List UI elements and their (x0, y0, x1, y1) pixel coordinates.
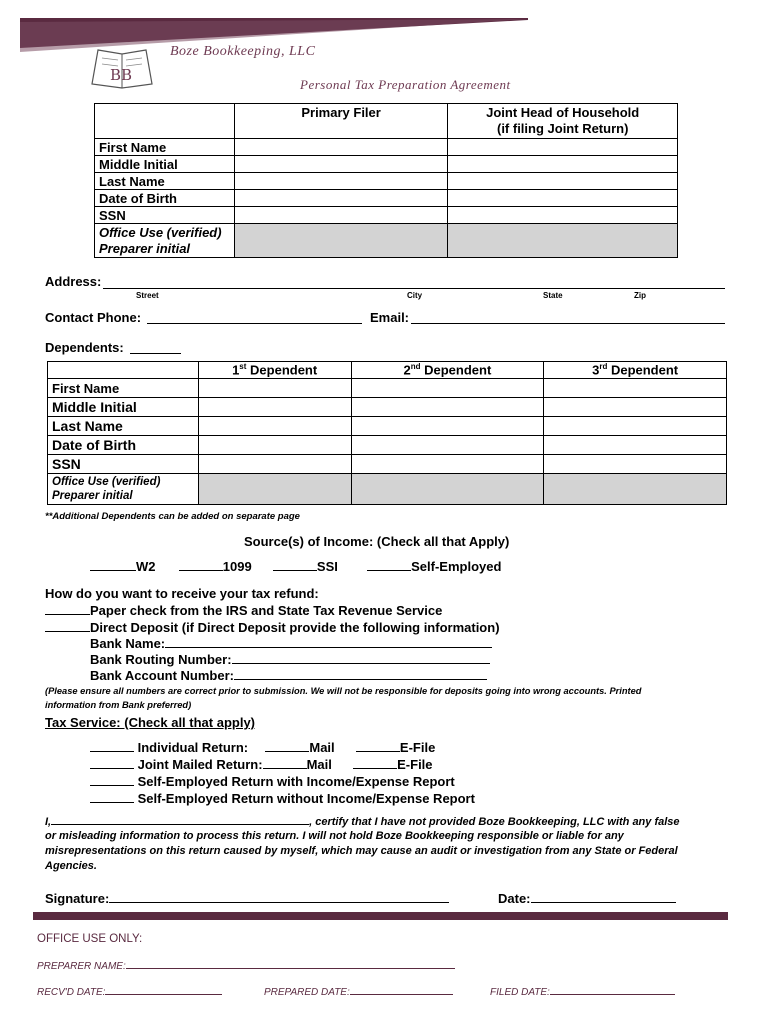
dep1-ssn-field[interactable] (198, 455, 351, 474)
row-label: First Name (95, 139, 235, 156)
city-caption: City (407, 291, 423, 300)
joint-middle-initial-field[interactable] (448, 156, 678, 173)
1099-check[interactable] (179, 559, 223, 571)
company-name: Boze Bookkeeping, LLC (170, 44, 316, 59)
logo (88, 44, 156, 90)
joint-first-name-field[interactable] (448, 139, 678, 156)
primary-last-name-field[interactable] (234, 173, 448, 190)
joint-row: Joint Mailed Return: Mail E-File (90, 757, 433, 772)
self-employed-label: Self-Employed (411, 559, 502, 574)
row-label: SSN (95, 207, 235, 224)
col-3rd-dependent: 3rd Dependent (544, 362, 727, 379)
office-divider (33, 912, 728, 920)
se-with-check[interactable] (90, 774, 134, 786)
form-title: Personal Tax Preparation Agreement (300, 77, 511, 92)
primary-dob-field[interactable] (234, 190, 448, 207)
row-label: Middle Initial (95, 156, 235, 173)
dep2-ssn-field[interactable] (351, 455, 544, 474)
contact-phone-label: Contact Phone: (45, 310, 142, 325)
office-use-label: Office Use (verified) Preparer initial (95, 224, 235, 258)
address-field[interactable] (103, 277, 725, 289)
filed-row: FILED DATE: (490, 985, 675, 998)
address-label: Address: (45, 274, 102, 289)
state-caption: State (543, 291, 563, 300)
filer-table (94, 103, 678, 258)
refund-paper-row: Paper check from the IRS and State Tax Revenue Service (45, 603, 442, 618)
dep1-office-use-cell (198, 474, 351, 505)
joint-last-name-field[interactable] (448, 173, 678, 190)
direct-deposit-check[interactable] (45, 620, 90, 632)
dep1-middle-initial-field[interactable] (198, 398, 351, 417)
preparer-name-row: PREPARER NAME: (37, 959, 455, 972)
dep1-dob-field[interactable] (198, 436, 351, 455)
zip-caption: Zip (634, 291, 646, 300)
street-caption: Street (136, 291, 159, 300)
dep2-office-use-cell (351, 474, 544, 505)
se-without-row: Self-Employed Return without Income/Expense Report (90, 791, 475, 806)
ssi-label: SSI (316, 559, 338, 574)
primary-ssn-field[interactable] (234, 207, 448, 224)
individual-mail-check[interactable] (265, 740, 309, 752)
1099-label: 1099 (222, 559, 252, 574)
dep3-ssn-field[interactable] (544, 455, 727, 474)
routing-number-field[interactable] (232, 652, 490, 664)
dependents-count-field[interactable] (130, 342, 181, 354)
paper-check-check[interactable] (45, 603, 90, 615)
dep2-last-name-field[interactable] (351, 417, 544, 436)
joint-ssn-field[interactable] (448, 207, 678, 224)
col-primary-filer: Primary Filer (234, 104, 448, 139)
w2-check[interactable] (90, 559, 136, 571)
income-row (90, 559, 501, 574)
se-with-row: Self-Employed Return with Income/Expense Report (90, 774, 455, 789)
joint-dob-field[interactable] (448, 190, 678, 207)
col-joint-head: Joint Head of Household (if filing Joint Return) (448, 104, 678, 139)
email-field[interactable] (411, 312, 725, 324)
contact-phone-field[interactable] (147, 312, 362, 324)
individual-check[interactable] (90, 740, 134, 752)
ssi-check[interactable] (273, 559, 317, 571)
signature-row: Signature: (45, 891, 449, 906)
row-label: First Name (48, 379, 199, 398)
dep-office-use-label: Office Use (verified) Preparer initial (48, 474, 199, 505)
joint-efile-check[interactable] (353, 757, 397, 769)
individual-row: Individual Return: Mail E-File (90, 740, 435, 755)
row-label: Last Name (95, 173, 235, 190)
disclaimer-line2: information from Bank preferred) (45, 700, 192, 710)
row-label: Last Name (48, 417, 199, 436)
refund-direct-row: Direct Deposit (if Direct Deposit provide the following information) (45, 620, 500, 635)
dep3-middle-initial-field[interactable] (544, 398, 727, 417)
refund-question: How do you want to receive your tax refund: (45, 586, 319, 601)
signature-field[interactable] (109, 891, 449, 903)
account-number-field[interactable] (234, 668, 487, 680)
certify-name-field[interactable] (51, 815, 309, 825)
date-row: Date: (498, 891, 676, 906)
dep2-dob-field[interactable] (351, 436, 544, 455)
dependents-label: Dependents: (45, 340, 124, 355)
filed-date-field[interactable] (550, 985, 675, 995)
svg-text:BB: BB (110, 66, 133, 84)
preparer-name-field[interactable] (126, 959, 455, 969)
account-row: Bank Account Number: (90, 668, 487, 683)
row-label: Date of Birth (95, 190, 235, 207)
prepared-date-field[interactable] (350, 985, 453, 995)
certify-line2: or misleading information to process this return. I will not hold Boze Bookkeeping responsible or liable for any (45, 830, 624, 842)
dep3-last-name-field[interactable] (544, 417, 727, 436)
row-label: Date of Birth (48, 436, 199, 455)
dep2-middle-initial-field[interactable] (351, 398, 544, 417)
primary-first-name-field[interactable] (234, 139, 448, 156)
row-label: Middle Initial (48, 398, 199, 417)
primary-middle-initial-field[interactable] (234, 156, 448, 173)
dependents-note: **Additional Dependents can be added on separate page (45, 511, 300, 522)
bank-name-field[interactable] (165, 636, 492, 648)
service-title: Tax Service: (Check all that apply) (45, 715, 255, 730)
row-label: SSN (48, 455, 199, 474)
email-label: Email: (370, 310, 410, 325)
disclaimer-line1: (Please ensure all numbers are correct prior to submission. We will not be responsible for deposits going into wrong accounts. Printed (45, 686, 642, 696)
self-employed-check[interactable] (367, 559, 411, 571)
joint-mail-check[interactable] (263, 757, 307, 769)
office-title: OFFICE USE ONLY: (37, 933, 143, 945)
col-1st-dependent: 1st Dependent (198, 362, 351, 379)
joint-check[interactable] (90, 757, 134, 769)
dep3-first-name-field[interactable] (544, 379, 727, 398)
individual-efile-check[interactable] (356, 740, 400, 752)
certify-line4: Agencies. (45, 860, 97, 872)
certify-line1: I, , certify that I have not provided Boze Bookkeeping, LLC with any false (45, 816, 680, 828)
dep3-dob-field[interactable] (544, 436, 727, 455)
se-without-check[interactable] (90, 791, 134, 803)
dep1-last-name-field[interactable] (198, 417, 351, 436)
dependents-table (47, 361, 727, 505)
dep2-first-name-field[interactable] (351, 379, 544, 398)
recvd-row: RECV'D DATE: (37, 985, 222, 998)
joint-office-use-cell (448, 224, 678, 258)
routing-row: Bank Routing Number: (90, 652, 490, 667)
bank-name-row: Bank Name: (90, 636, 492, 651)
recvd-date-field[interactable] (105, 985, 222, 995)
prepared-row: PREPARED DATE: (264, 985, 453, 998)
dep3-office-use-cell (544, 474, 727, 505)
certify-line3: misrepresentations on this return caused by myself, which may cause an audit or investigation from any State or Federal (45, 845, 678, 857)
primary-office-use-cell (234, 224, 448, 258)
col-2nd-dependent: 2nd Dependent (351, 362, 544, 379)
dep1-first-name-field[interactable] (198, 379, 351, 398)
date-field[interactable] (531, 891, 676, 903)
w2-label: W2 (136, 559, 156, 574)
income-title: Source(s) of Income: (Check all that Apply) (244, 534, 510, 549)
